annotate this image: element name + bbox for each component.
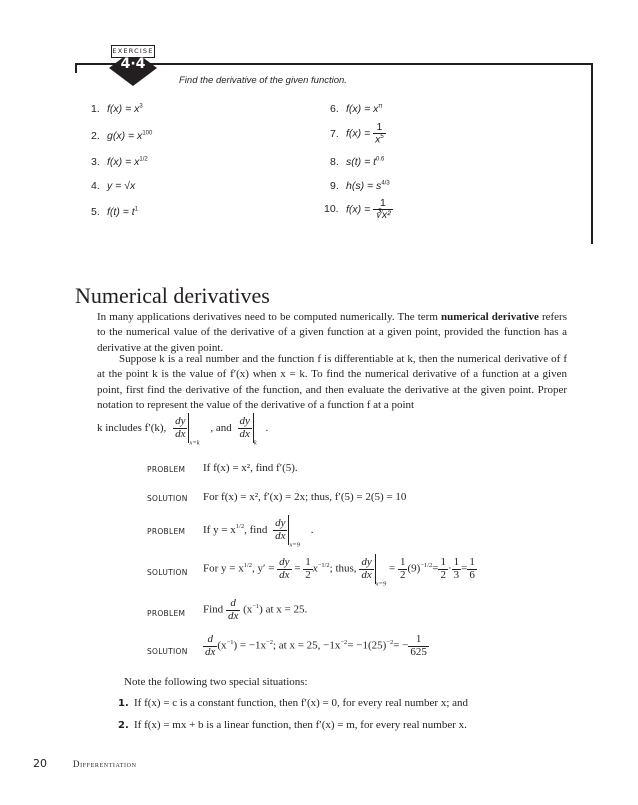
exercise-number: 4·4 [120, 56, 146, 72]
exercise-instruction: Find the derivative of the given function. [179, 75, 347, 86]
solution-text-1: For f(x) = x², f′(x) = 2x; thus, f′(5) = 2(5) = 10 [203, 491, 407, 503]
exercise-item-1: 1. $f(x) = x^3$ [91, 103, 143, 115]
solution-text-3: $\frac{d}{dx}$ $(x^{-1}) = -1x^{-2}$; at x = 25, $-1x^{-2}= -1(25)^{-2}=$ − $\frac{1}{625}$ [205, 633, 427, 658]
section-title: Numerical derivatives [75, 283, 270, 308]
running-footer-title: Differentiation [73, 759, 137, 769]
paragraph-definition: Suppose k is a real number and the function f is differentiable at k, then the numerical derivative of f at the point k is the value of f′(x) when x = k. To find the numerical derivative of a function at a given point, first find the derivative of the function, and then evaluate the derivative at the given point. Proper notation to represent the value of the derivative of a function f at a point [97, 353, 567, 411]
solution-label-2: SOLUTION [147, 568, 188, 577]
exercise-item-3: 3. $f(x) = x^{1/2}$ [91, 156, 148, 168]
exercise-item-10: 10. f(x) = $\frac{1}{\text{∛x²}}$ [324, 197, 391, 222]
problem-text-1: If f(x) = x², find f′(5). [203, 462, 298, 474]
notes-intro: Note the following two special situations: [124, 676, 308, 688]
paragraph-intro: In many applications derivatives need to be computed numerically. The term numerical derivative refers to the numerical value of the derivative of a given function at a given point, provided the function has a derivative at the given point. [97, 311, 567, 354]
problem-text-2: If $y = x^{1/2}$, find $\frac{dy}{dx}$ $_{x=9}$ . [203, 516, 314, 549]
paragraph-notation: k includes f′(k), $\frac{dy}{dx}$ $_{x=k}$ , and $\frac{dy}{dx}$ $_k$ . [97, 414, 269, 447]
exercise-label: EXERCISE [111, 45, 155, 58]
exercise-item-9: 9. $h(s) = s^{4/3}$ [330, 180, 390, 192]
exercise-item-4: 4. y = √x [91, 180, 136, 192]
solution-label-3: SOLUTION [147, 647, 188, 656]
exercise-box-left-border [75, 63, 77, 73]
problem-label-2: PROBLEM [147, 527, 186, 536]
problem-text-3: Find $\frac{d}{dx}$ $(x^{-1})$ at x = 25. [203, 597, 308, 622]
solution-text-2: For $y = x^{1/2}$, y′ = $\frac{dy}{dx}$ = $\frac{1}{2}$ $x^{-1/2}$; thus, $\frac{dy}{dx}$ $_{x=9}$ = $\frac{1}{2}$ $(9)^{-1/2}=$ $\frac{1}{2}$ · $\frac{1}{3}$ = $\frac{1}{6}$ [203, 555, 475, 588]
exercise-item-2: 2. $g(x) = x^{100}$ [91, 130, 153, 142]
solution-label-1: SOLUTION [147, 494, 188, 503]
notes-item-1: 1. If f(x) = c is a constant function, then f′(x) = 0, for every real number x; and [118, 697, 469, 709]
problem-label-3: PROBLEM [147, 609, 186, 618]
exercise-item-8: 8. $s(t) = t^{0.6}$ [330, 156, 385, 168]
exercise-item-7: 7. f(x) = $\frac{1}{x^5}$ [330, 121, 384, 146]
exercise-item-5: 5. $f(t) = t^1$ [91, 206, 139, 218]
notes-item-2: 2. If f(x) = mx + b is a linear function, then f′(x) = m, for every real number x. [118, 719, 467, 731]
problem-label-1: PROBLEM [147, 465, 186, 474]
page-number: 20 [33, 757, 47, 770]
exercise-box-right-border [591, 63, 593, 244]
exercise-item-6: 6. $f(x) = x^\pi$ [330, 103, 383, 115]
